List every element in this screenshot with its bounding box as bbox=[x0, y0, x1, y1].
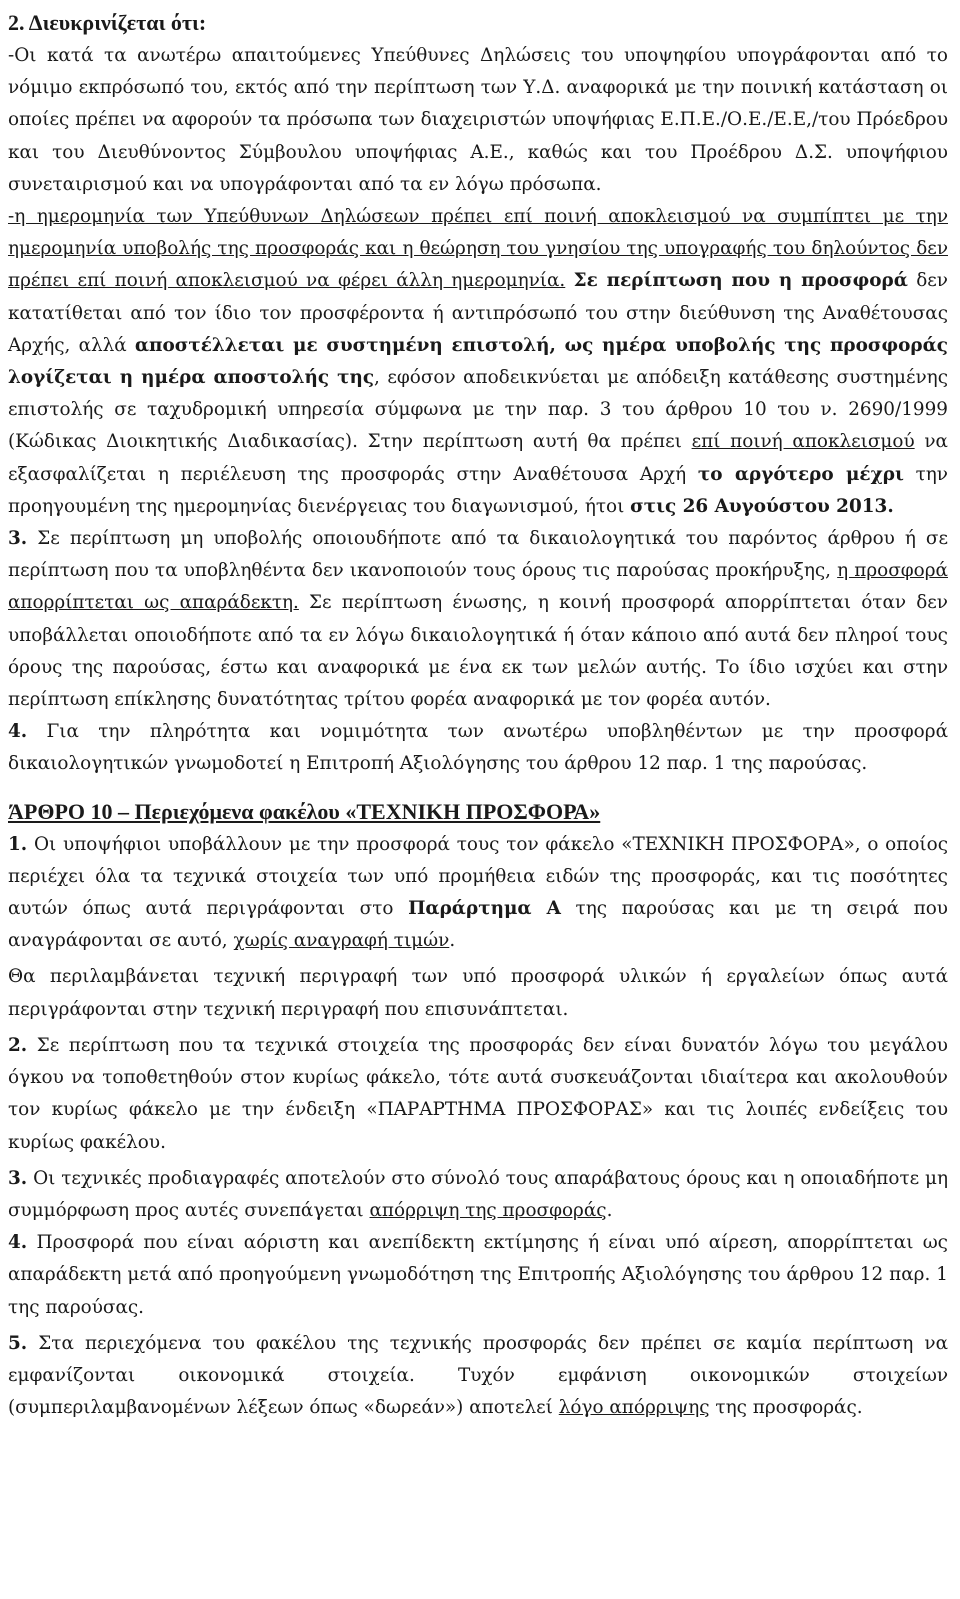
body-text: Σε περίπτωση μη υποβολής οποιουδήποτε από τα δικαιολογητικά του παρόντος άρθρου ή σε περίπτωση που τα υποβληθέντα δεν ικανοποιούν τους όρους τις παρούσας προκήρυξης, bbox=[8, 528, 948, 582]
article-10-item-5 bbox=[8, 1328, 948, 1425]
bold-phrase: το αργότερο μέχρι bbox=[697, 463, 904, 485]
article-10-item-1-paragraph-2: Θα περιλαμβάνεται τεχνική περιγραφή των υπό προσφορά υλικών ή εργαλείων όπως αυτά περιγράφονται στην τεχνική περιγραφή που επισυνάπτεται. bbox=[8, 966, 948, 1020]
body-text: Σε περίπτωση ένωσης, η κοινή προσφορά απορρίπτεται όταν δεν υποβάλλεται οποιοδήποτε από τα εν λόγω δικαιολογητικά ή όταν κάποιο από αυτά δεν πληροί τους όρους της παρούσας, έστω και αναφορικά με ένα εκ των μελών αυτής. Το ίδιο ισχύει και στην περίπτωση επίκλησης δυνατότητας τρίτου φορέα αναφορικά με τον φορέα αυτόν. bbox=[8, 592, 948, 711]
section-2-paragraph-1: -Οι κατά τα ανωτέρω απαιτούμενες Υπεύθυνες Δηλώσεις του υποψηφίου υπογράφονται από το νόμιμο εκπρόσωπό του, εκτός από την περίπτωση των Υ.Δ. αναφορικά με την ποινική κατάσταση οι οποίες πρέπει να αφορούν τα πρόσωπα των διαχειριστών υποψήφιας Ε.Π.Ε./Ο.Ε./Ε.Ε,/του Πρόεδρου και του Διευθύνοντος Σύμβουλου υποψήφιας Α.Ε., καθώς και του Προέδρου Δ.Σ. υποψήφιου συνεταιρισμού και να υπογράφονται από τα εν λόγω πρόσωπα. bbox=[8, 45, 949, 195]
article-10-item-4 bbox=[8, 1227, 948, 1324]
deadline-date: στις 26 Αυγούστου 2013. bbox=[630, 495, 894, 517]
body-text: να εξασφαλίζεται η περιέλευση της προσφοράς στην Αναθέτουσα Αρχή bbox=[8, 431, 948, 485]
body-text: της παρούσας και με τη σειρά που αναγράφονται σε αυτό, bbox=[8, 898, 948, 952]
punctuation: . bbox=[606, 1199, 613, 1221]
appendix-reference: Παράρτημα Α bbox=[408, 898, 561, 920]
item-number: 1. bbox=[8, 833, 28, 855]
bold-phrase: αποστέλλεται με συστημένη επιστολή, ως ημέρα υποβολής της προσφοράς λογίζεται η ημέρα αποστολής της bbox=[8, 334, 948, 389]
body-text: , εφόσον αποδεικνύεται με απόδειξη κατάθεσης συστημένης επιστολής σε ταχυδρομική υπηρεσία σύμφωνα με την παρ. 3 του άρθρου 10 του ν. 2690/1999 (Κώδικας Διοικητικής Διαδικασίας). Στην περίπτωση αυτή θα πρέπει bbox=[8, 367, 948, 453]
section-3-paragraph bbox=[8, 523, 948, 716]
article-10-item-2 bbox=[8, 1030, 948, 1159]
section-2-paragraph-2 bbox=[8, 201, 948, 523]
section-4-paragraph bbox=[8, 716, 948, 780]
item-number: 3. bbox=[8, 1167, 28, 1189]
body-text: Στα περιεχόμενα του φακέλου της τεχνικής προσφοράς δεν πρέπει σε καμία περίπτωση να εμφανίζονται οικονομικά στοιχεία. Τυχόν εμφάνιση οικονομικών στοιχείων (συμπεριλαμβανομένων λέξεων όπως «δωρεάν») αποτελεί bbox=[8, 1332, 948, 1419]
section-2-heading: 2. Διευκρινίζεται ότι: bbox=[8, 10, 207, 35]
body-text: δεν κατατίθεται από τον ίδιο τον προσφέροντα ή αντιπρόσωπό του στην διεύθυνση της Αναθέτουσας Αρχής, αλλά bbox=[8, 270, 948, 356]
body-text: Σε περίπτωση που τα τεχνικά στοιχεία της προσφοράς δεν είναι δυνατόν λόγω του μεγάλου όγκου να τοποθετηθούν στον κυρίως φάκελο, τότε αυτά συσκευάζονται ιδιαίτερα και ακολουθούν τον κυρίως φάκελο με την ένδειξη «ΠΑΡΑΡΤΗΜΑ ΠΡΟΣΦΟΡΑΣ» και τις λοιπές ενδείξεις του κυρίως φακέλου. bbox=[8, 1034, 948, 1153]
item-number: 4. bbox=[8, 1232, 28, 1254]
underlined-phrase: η προσφορά απορρίπτεται ως απαράδεκτη. bbox=[8, 560, 948, 614]
underlined-phrase: απόρριψη της προσφοράς bbox=[369, 1199, 607, 1221]
item-number: 2. bbox=[8, 1034, 28, 1056]
article-10-item-1 bbox=[8, 829, 948, 958]
underlined-phrase: χωρίς αναγραφή τιμών bbox=[233, 930, 450, 952]
article-10-item-3 bbox=[8, 1163, 948, 1227]
article-10-title: ΆΡΘΡΟ 10 – Περιεχόμενα φακέλου «ΤΕΧΝΙΚΗ ΠΡΟΣΦΟΡΑ» bbox=[8, 798, 601, 824]
underlined-phrase: επί ποινή αποκλεισμού bbox=[691, 431, 915, 453]
body-text: της προσφοράς. bbox=[715, 1397, 863, 1419]
body-text: Για την πληρότητα και νομιμότητα των ανωτέρω υποβληθέντων με την προσφορά δικαιολογητικών γνωμοδοτεί η Επιτροπή Αξιολόγησης του άρθρου 12 παρ. 1 της παρούσας. bbox=[8, 721, 948, 775]
body-text: Οι υποψήφιοι υποβάλλουν με την προσφορά τους τον φάκελο «ΤΕΧΝΙΚΗ ΠΡΟΣΦΟΡΑ», ο οποίος περιέχει όλα τα τεχνικά στοιχεία των υπό προμήθεια ειδών της προσφοράς, και τις ποσότητες αυτών όπως αυτά περιγράφονται στο bbox=[8, 833, 948, 920]
item-number: 5. bbox=[8, 1332, 28, 1354]
body-text: Προσφορά που είναι αόριστη και ανεπίδεκτη εκτίμησης ή είναι υπό αίρεση, απορρίπτεται ως απαράδεκτη μετά από προηγούμενη γνωμοδότηση της Επιτροπής Αξιολόγησης του άρθρου 12 παρ. 1 της παρούσας. bbox=[8, 1232, 948, 1318]
body-text: την προηγουμένη της ημερομηνίας διενέργειας του διαγωνισμού, ήτοι bbox=[8, 463, 948, 517]
body-text: Οι τεχνικές προδιαγραφές αποτελούν στο σύνολό τους απαράβατους όρους και η οποιαδήποτε μη συμμόρφωση προς αυτές συνεπάγεται bbox=[8, 1167, 948, 1221]
item-number: 3. bbox=[8, 528, 28, 550]
item-number: 4. bbox=[8, 721, 28, 743]
punctuation: . bbox=[449, 930, 456, 952]
exclusion-date-clause: -η ημερομηνία των Υπεύθυνων Δηλώσεων πρέπει επί ποινή αποκλεισμού να συμπίπτει με την ημερομηνία υποβολής της προσφοράς και η θεώρηση του γνησίου της υπογραφής του δηλούντος δεν πρέπει επί ποινή αποκλεισμού να φέρει άλλη ημερομηνία. bbox=[8, 206, 948, 292]
bold-phrase: Σε περίπτωση που η προσφορά bbox=[573, 270, 908, 292]
underlined-phrase: λόγο απόρριψης bbox=[558, 1397, 710, 1419]
